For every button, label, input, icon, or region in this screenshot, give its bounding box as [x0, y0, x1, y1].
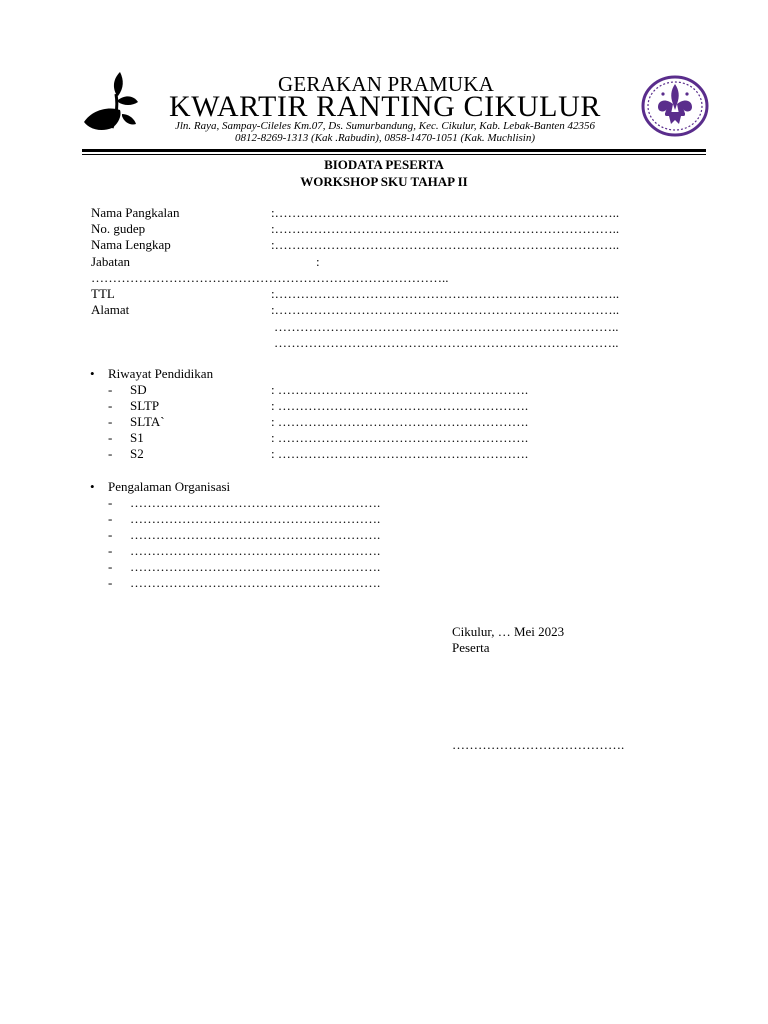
dash-icon: - [108, 382, 113, 397]
education-value-s2[interactable]: : …………………………………………………. [271, 446, 529, 461]
field-label-nama-pangkalan: Nama Pangkalan [91, 205, 180, 220]
education-label-s2: S2 [130, 446, 144, 461]
dash-icon: - [108, 559, 113, 574]
field-label-jabatan: Jabatan [91, 254, 130, 269]
organization-entry[interactable]: …………………………………………………. [130, 543, 381, 558]
field-value-alamat-line3[interactable]: …………………………………………………………………….. [274, 335, 619, 350]
field-label-ttl: TTL [91, 286, 115, 301]
field-label-nama-lengkap: Nama Lengkap [91, 237, 171, 252]
organization-unit: KWARTIR RANTING CIKULUR [169, 90, 601, 123]
organization-heading: Pengalaman Organisasi [108, 479, 231, 494]
education-label-s1: S1 [130, 430, 144, 445]
letterhead-rule-thin [82, 154, 706, 155]
organization-entry[interactable]: …………………………………………………. [130, 511, 381, 526]
organization-entry[interactable]: …………………………………………………. [130, 527, 381, 542]
education-value-sd[interactable]: : …………………………………………………. [271, 382, 529, 397]
organization-entry[interactable]: …………………………………………………. [130, 575, 381, 590]
signature-line[interactable]: …………………………………. [452, 737, 625, 752]
field-colon-jabatan: : [316, 254, 320, 269]
dash-icon: - [108, 543, 113, 558]
organization-entry[interactable]: …………………………………………………. [130, 495, 381, 510]
field-value-nama-pangkalan[interactable]: :…………………………………………………………………….. [271, 205, 620, 220]
letterhead-rule-thick [82, 149, 706, 152]
bullet-icon: • [90, 366, 95, 381]
signature-place-date: Cikulur, … Mei 2023 [452, 624, 565, 639]
dash-icon: - [108, 575, 113, 590]
dash-icon: - [108, 430, 113, 445]
field-value-jabatan[interactable]: ……………………………………………………………………….. [91, 270, 449, 285]
field-value-alamat[interactable]: :…………………………………………………………………….. [271, 302, 620, 317]
field-label-no-gudep: No. gudep [91, 221, 146, 236]
dash-icon: - [108, 495, 113, 510]
dash-icon: - [108, 527, 113, 542]
education-label-sd: SD [130, 382, 147, 397]
wosm-emblem-logo [640, 74, 710, 138]
document-subtitle: WORKSHOP SKU TAHAP II [300, 174, 468, 189]
signature-role: Peserta [452, 640, 490, 655]
education-value-sltp[interactable]: : …………………………………………………. [271, 398, 529, 413]
field-value-no-gudep[interactable]: :…………………………………………………………………….. [271, 221, 620, 236]
education-value-slta[interactable]: : …………………………………………………. [271, 414, 529, 429]
organization-address: Jln. Raya, Sampay-Cileles Km.07, Ds. Sumurbandung, Kec. Cikulur, Kab. Lebak-Banten 42356 [174, 120, 596, 132]
education-label-slta: SLTA` [130, 414, 165, 429]
document-title: BIODATA PESERTA [324, 157, 444, 172]
organization-phones: 0812-8269-1313 (Kak .Rabudin), 0858-1470-1051 (Kak. Muchlisin) [234, 132, 535, 144]
field-value-nama-lengkap[interactable]: :…………………………………………………………………….. [271, 237, 620, 252]
organization-entry[interactable]: …………………………………………………. [130, 559, 381, 574]
field-value-ttl[interactable]: :…………………………………………………………………….. [271, 286, 620, 301]
education-value-s1[interactable]: : …………………………………………………. [271, 430, 529, 445]
field-label-alamat: Alamat [91, 302, 130, 317]
education-label-sltp: SLTP [130, 398, 160, 413]
bullet-icon: • [90, 479, 95, 494]
dash-icon: - [108, 446, 113, 461]
dash-icon: - [108, 511, 113, 526]
field-value-alamat-line2[interactable]: …………………………………………………………………….. [274, 319, 619, 334]
education-heading: Riwayat Pendidikan [108, 366, 214, 381]
dash-icon: - [108, 414, 113, 429]
tunas-kelapa-logo [82, 70, 140, 136]
organization-name: GERAKAN PRAMUKA [278, 72, 494, 96]
dash-icon: - [108, 398, 113, 413]
